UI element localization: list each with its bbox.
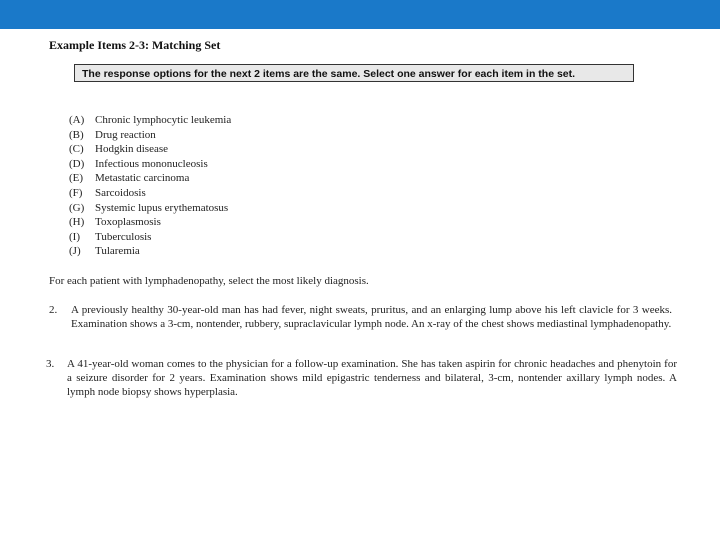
option-item [69, 142, 231, 157]
option-item [69, 215, 231, 230]
item-number: 3. [46, 358, 55, 370]
option-text: Tularemia [95, 245, 140, 258]
option-item [69, 157, 231, 172]
option-text: Chronic lymphocytic leukemia [95, 114, 232, 126]
option-list [69, 113, 231, 259]
option-letter: (B) [69, 128, 84, 141]
option-text: Toxoplasmosis [95, 216, 161, 229]
option-letter: (E) [69, 172, 84, 185]
option-item [69, 244, 231, 259]
item-number: 2. [49, 304, 58, 316]
option-text: Hodgkin disease [95, 143, 169, 156]
instruction-box: The response options for the next 2 items are the same. Select one answer for each item in the set. [74, 64, 634, 82]
option-letter: (J) [69, 245, 81, 258]
option-letter: (I) [69, 230, 80, 243]
option-letter: (F) [69, 186, 83, 199]
top-bar [0, 0, 720, 29]
option-text: Tuberculosis [95, 230, 152, 243]
option-letter: (D) [69, 157, 85, 170]
option-item [69, 186, 231, 201]
option-text: Drug reaction [95, 128, 156, 141]
option-letter: (A) [69, 114, 85, 126]
option-item [69, 113, 231, 128]
option-text: Infectious mononucleosis [95, 157, 208, 170]
option-item [69, 171, 231, 186]
option-item [69, 230, 231, 245]
option-letter: (G) [69, 201, 85, 214]
option-item [69, 201, 231, 216]
lead-in: For each patient with lymphadenopathy, select the most likely diagnosis. [49, 275, 369, 287]
item-stem: A previously healthy 30-year-old man has had fever, night sweats, pruritus, and an enlarging lump above his left clavicle for 3 weeks. Examination shows a 3-cm, nontender, rubbery, supraclavicular lymph node. An x-ray of the chest shows mediastinal lymphadenopathy. [71, 304, 672, 330]
item-stem: A 41-year-old woman comes to the physician for a follow-up examination. She has taken aspirin for chronic headaches and phenytoin for a seizure disorder for 2 years. Examination shows mild epigastric tenderness and bilateral, 3-cm, nontender axillary lymph nodes. A lymph node biopsy shows hyperplasia. [67, 358, 677, 398]
option-text: Metastatic carcinoma [95, 172, 190, 185]
option-text: Sarcoidosis [95, 186, 146, 199]
option-letter: (H) [69, 216, 85, 229]
option-letter: (C) [69, 143, 84, 156]
option-item [69, 128, 231, 143]
page-title: Example Items 2-3: Matching Set [49, 38, 221, 52]
option-text: Systemic lupus erythematosus [95, 201, 229, 214]
